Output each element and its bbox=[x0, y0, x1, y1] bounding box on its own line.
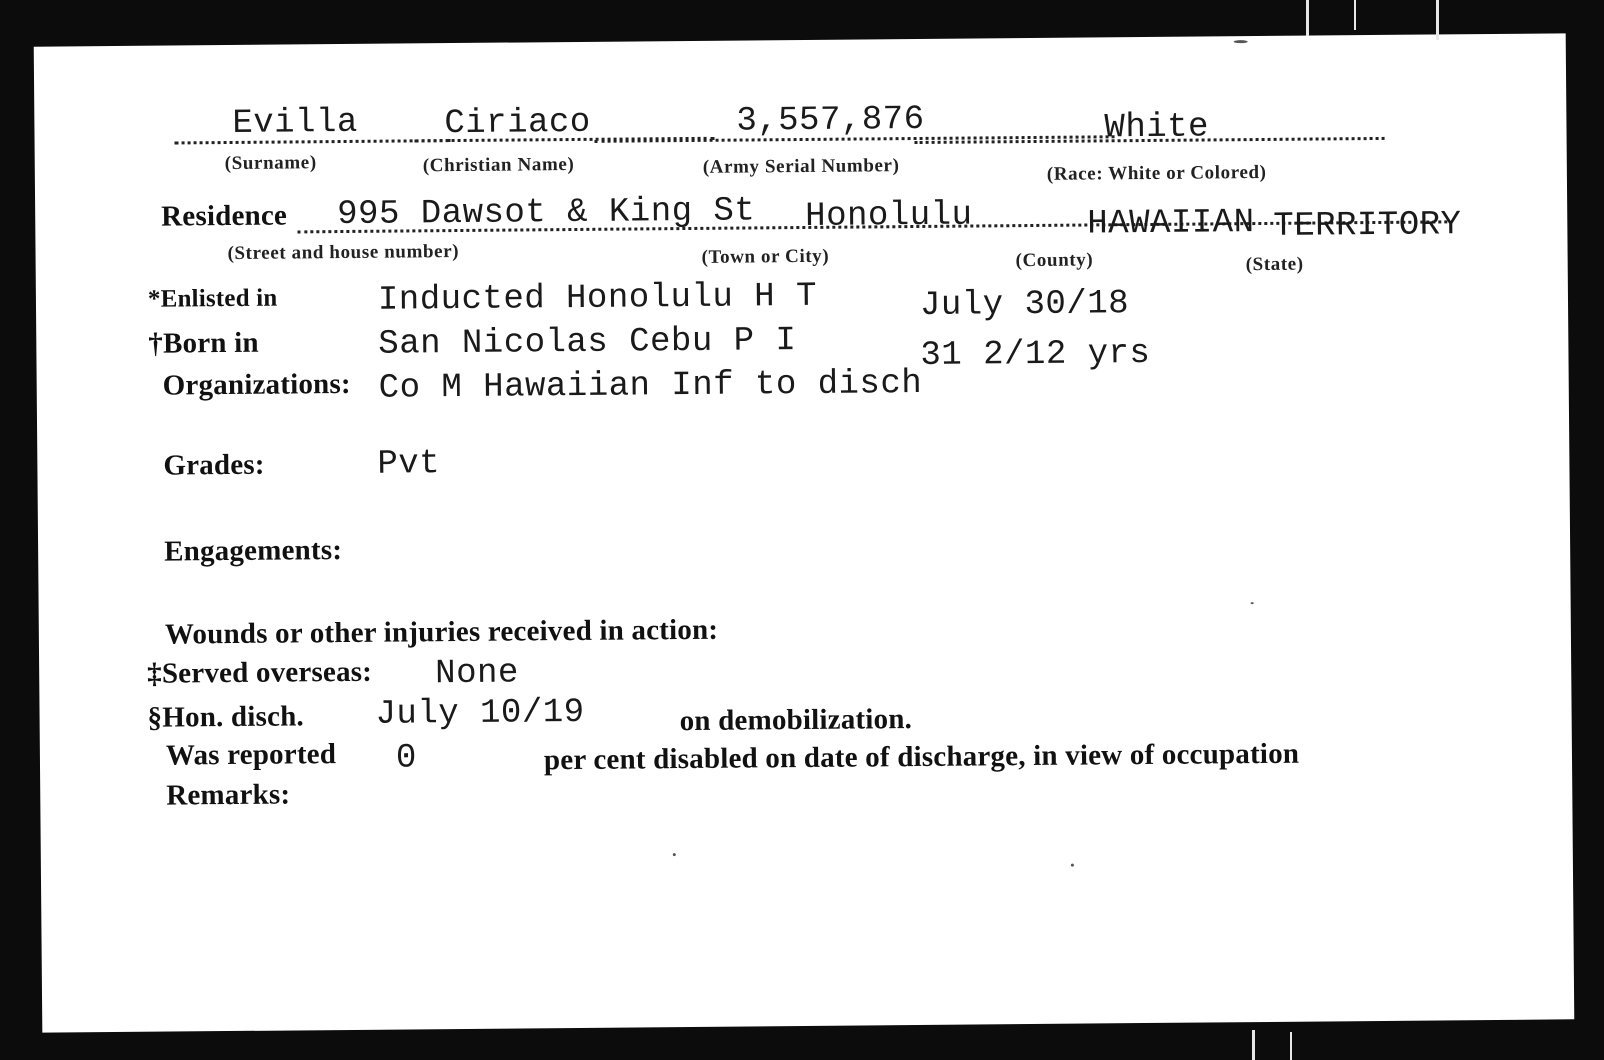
residence-street-value: 995 Dawsot & King St bbox=[337, 192, 756, 235]
surname-caption: (Surname) bbox=[224, 152, 317, 175]
scan-edge-mark bbox=[1306, 0, 1309, 36]
organizations-label: Organizations: bbox=[162, 367, 351, 402]
grades-label: Grades: bbox=[163, 448, 265, 482]
race-caption: (Race: White or Colored) bbox=[1046, 161, 1267, 185]
surname-value: Evilla bbox=[232, 103, 358, 143]
born-label: †Born in bbox=[148, 326, 259, 360]
remarks-label: Remarks: bbox=[166, 778, 291, 812]
state-caption: (State) bbox=[1245, 253, 1304, 276]
christian-caption: (Christian Name) bbox=[422, 153, 575, 177]
enlisted-value: Inducted Honolulu H T bbox=[377, 277, 818, 320]
residence-label: Residence bbox=[161, 199, 288, 233]
born-value: San Nicolas Cebu P I bbox=[378, 322, 797, 364]
scan-speck bbox=[1251, 602, 1254, 604]
enlisted-date: July 30/18 bbox=[919, 285, 1130, 325]
discharge-date: July 10/19 bbox=[375, 693, 585, 734]
residence-town-value: Honolulu bbox=[805, 196, 973, 236]
scan-edge-mark bbox=[1252, 1030, 1255, 1060]
overseas-label: ‡Served overseas: bbox=[147, 655, 373, 690]
scan-speck bbox=[673, 853, 676, 856]
disability-suffix: per cent disabled on date of discharge, in view of occupation bbox=[543, 737, 1300, 777]
residence-state-value: TERRITORY bbox=[1273, 206, 1462, 246]
organizations-value: Co M Hawaiian Inf to disch bbox=[378, 364, 923, 408]
serial-caption: (Army Serial Number) bbox=[702, 155, 900, 178]
discharge-label: §Hon. disch. bbox=[147, 700, 305, 734]
street-caption: (Street and house number) bbox=[227, 240, 460, 265]
race-value: White bbox=[1104, 108, 1210, 148]
service-record-card bbox=[34, 33, 1575, 1032]
disability-label: Was reported bbox=[165, 738, 337, 772]
enlisted-label: *Enlisted in bbox=[147, 284, 278, 313]
town-caption: (Town or City) bbox=[701, 245, 830, 268]
wounds-label: Wounds or other injuries received in action: bbox=[164, 613, 719, 651]
scan-edge-mark bbox=[1290, 1032, 1292, 1060]
overseas-value: None bbox=[435, 654, 520, 694]
discharge-suffix: on demobilization. bbox=[679, 703, 913, 738]
grades-value: Pvt bbox=[377, 445, 441, 484]
disability-value: 0 bbox=[395, 739, 418, 778]
scan-edge-mark bbox=[1436, 0, 1439, 40]
born-age: 31 2/12 yrs bbox=[920, 334, 1151, 375]
scan-speck bbox=[1071, 864, 1074, 867]
residence-county-value: HAWAIIAN bbox=[1087, 204, 1255, 244]
county-caption: (County) bbox=[1015, 249, 1094, 272]
scan-edge-mark bbox=[1354, 0, 1356, 30]
christian-name-value: Ciriaco bbox=[444, 103, 591, 144]
scan-speck bbox=[1234, 40, 1248, 43]
engagements-label: Engagements: bbox=[163, 534, 343, 568]
army-serial-value: 3,557,876 bbox=[736, 100, 925, 141]
